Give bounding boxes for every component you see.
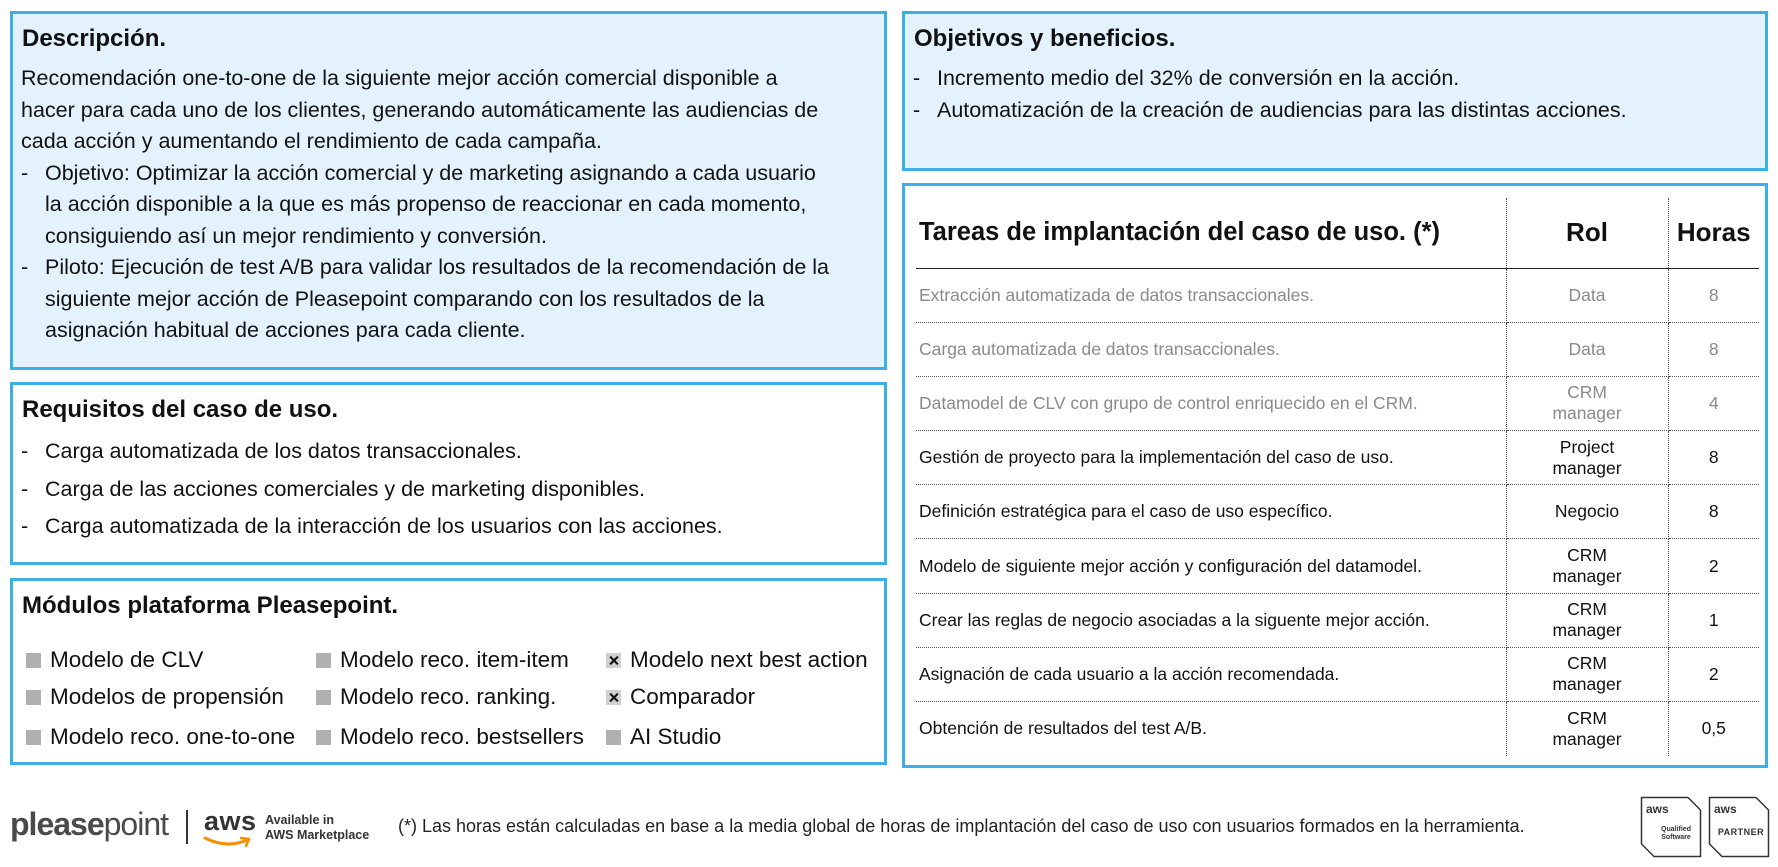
objetivo-item <box>913 95 1763 127</box>
tarea-task-cell: Carga automatizada de datos transaccionales. <box>916 322 1506 376</box>
tarea-role-cell <box>1506 431 1668 485</box>
modulo-item <box>26 683 284 711</box>
role-line: Data <box>1568 284 1606 305</box>
tarea-task-cell: Datamodel de CLV con grupo de control enriquecido en el CRM. <box>916 376 1506 430</box>
role-line: CRM <box>1567 545 1607 566</box>
requisitos-panel <box>10 382 887 565</box>
tarea-task-cell: Modelo de siguiente mejor acción y configuración del datamodel. <box>916 539 1506 593</box>
tarea-role-cell <box>1506 485 1668 539</box>
tarea-task-cell: Crear las reglas de negocio asociadas a la siguente mejor acción. <box>916 593 1506 647</box>
modulos-title: Módulos plataforma Pleasepoint. <box>22 592 399 619</box>
tarea-role-cell <box>1506 268 1668 322</box>
tarea-hours-cell: 8 <box>1668 322 1759 376</box>
module-checkbox <box>26 653 41 668</box>
descripcion-bullet-objetivo <box>21 158 881 253</box>
modulo-item <box>316 683 556 711</box>
tarea-task-cell: Definición estratégica para el caso de uso específico. <box>916 485 1506 539</box>
tareas-body <box>916 268 1759 756</box>
module-label: Modelo next best action <box>630 647 868 672</box>
tareas-panel <box>902 183 1768 768</box>
module-label: Modelo reco. bestsellers <box>340 724 584 749</box>
logo-regular-part: point <box>103 806 169 842</box>
aws-logo-text: aws <box>204 806 257 836</box>
role-line: Data <box>1568 338 1606 359</box>
aws-marketplace-label <box>265 813 369 843</box>
bullet-line: Piloto: Ejecución de test A/B para validar los resultados de la recomendación de la <box>45 255 830 279</box>
modulo-item <box>606 683 755 711</box>
descripcion-bullet-piloto <box>21 252 881 347</box>
footer-divider <box>186 810 188 844</box>
requisito-item <box>21 508 881 546</box>
module-checkbox <box>606 730 621 745</box>
module-label: Modelo reco. item-item <box>340 647 569 672</box>
aws-partner-badge <box>1708 796 1770 863</box>
requisito-text: Carga automatizada de la interacción de los usuarios con las acciones. <box>45 514 723 538</box>
tareas-header-row <box>916 198 1759 268</box>
bullet-dash: - <box>21 255 29 279</box>
available-line: AWS Marketplace <box>265 828 370 842</box>
tarea-row <box>916 702 1759 756</box>
badge-aws-text: aws <box>1646 802 1669 816</box>
module-checkbox <box>316 730 331 745</box>
tarea-row <box>916 376 1759 430</box>
tarea-hours-cell: 2 <box>1668 647 1759 701</box>
tarea-task-cell: Extracción automatizada de datos transaccionales. <box>916 268 1506 322</box>
modulo-item <box>606 723 721 751</box>
requisito-text: Carga de las acciones comerciales y de marketing disponibles. <box>45 476 645 501</box>
modulo-item <box>316 646 569 674</box>
tarea-hours-cell: 8 <box>1668 485 1759 539</box>
role-line: CRM <box>1567 599 1607 620</box>
module-checkbox <box>316 653 331 668</box>
aws-qualified-software-badge <box>1640 796 1702 863</box>
tarea-role-cell <box>1506 539 1668 593</box>
role-line: manager <box>1552 674 1622 695</box>
tareas-table <box>916 198 1759 756</box>
tarea-role-cell <box>1506 702 1668 756</box>
badge-aws-text: aws <box>1714 802 1737 816</box>
module-checkbox <box>316 690 331 705</box>
tarea-row <box>916 322 1759 376</box>
descripcion-body <box>21 63 881 347</box>
tarea-hours-cell: 4 <box>1668 376 1759 430</box>
bullet-dash: - <box>21 160 29 185</box>
role-line: manager <box>1552 620 1622 641</box>
module-label: Modelo reco. one-to-one <box>50 724 296 749</box>
objetivo-text: Automatización de la creación de audiencias para las distintas acciones. <box>937 97 1627 122</box>
role-line: CRM <box>1567 382 1607 403</box>
bullet-dash: - <box>21 476 29 501</box>
tarea-hours-cell: 1 <box>1668 593 1759 647</box>
badge-partner-text: PARTNER <box>1717 827 1765 837</box>
module-label: Modelos de propensión <box>50 684 284 709</box>
role-line: manager <box>1552 566 1622 587</box>
column-header-hours: Horas <box>1668 198 1759 268</box>
tarea-hours-cell: 0,5 <box>1701 718 1726 739</box>
badge-line: Software <box>1661 834 1691 841</box>
modulo-item <box>26 646 203 674</box>
tarea-role-cell <box>1506 376 1668 430</box>
descripcion-line: cada acción y aumentando el rendimiento de cada campaña. <box>21 129 602 153</box>
modulo-item <box>26 723 295 751</box>
module-checkbox <box>26 730 41 745</box>
objetivos-title: Objetivos y beneficios. <box>914 25 1176 52</box>
requisito-item <box>21 433 881 471</box>
modulo-item <box>606 646 868 674</box>
descripcion-line: hacer para cada uno de los clientes, generando automáticamente las audiencias de <box>21 97 819 122</box>
tarea-hours-cell: 8 <box>1668 268 1759 322</box>
bullet-dash: - <box>21 514 29 538</box>
tarea-row <box>916 268 1759 322</box>
bullet-line: Objetivo: Optimizar la acción comercial y de marketing asignando a cada usuario <box>45 160 816 185</box>
tarea-row <box>916 647 1759 701</box>
bullet-line: consiguiendo así un mejor rendimiento y conversión. <box>45 223 547 248</box>
bullet-dash: - <box>913 97 921 122</box>
module-checkbox-checked <box>606 653 621 668</box>
tarea-role-cell <box>1506 647 1668 701</box>
role-line: manager <box>1552 403 1622 424</box>
role-line: CRM <box>1567 653 1607 674</box>
module-label: AI Studio <box>630 724 722 749</box>
aws-smile-icon <box>203 836 255 848</box>
role-line: CRM <box>1567 707 1607 728</box>
objetivos-list <box>913 63 1763 126</box>
module-label: Modelo de CLV <box>50 647 204 672</box>
tarea-role-cell <box>1506 322 1668 376</box>
tarea-row <box>916 539 1759 593</box>
pleasepoint-logo <box>10 806 168 843</box>
requisito-text: Carga automatizada de los datos transaccionales. <box>45 439 522 463</box>
available-line: Available in <box>265 813 335 827</box>
objetivos-panel <box>902 11 1768 171</box>
bullet-line: asignación habitual de acciones para cada cliente. <box>45 318 526 342</box>
role-line: Negocio <box>1554 501 1620 522</box>
tarea-row <box>916 485 1759 539</box>
bullet-line: la acción disponible a la que es más propenso de reaccionar en cada momento, <box>45 192 807 216</box>
requisitos-list <box>21 433 881 546</box>
module-checkbox <box>26 690 41 705</box>
role-line: manager <box>1552 457 1622 478</box>
bullet-dash: - <box>913 66 921 90</box>
badge-qualified-text <box>1654 826 1698 842</box>
tarea-task-cell: Asignación de cada usuario a la acción recomendada. <box>916 647 1506 701</box>
tarea-task-cell: Obtención de resultados del test A/B. <box>916 702 1506 756</box>
tarea-role-cell <box>1506 593 1668 647</box>
objetivo-text: Incremento medio del 32% de conversión en la acción. <box>937 66 1460 90</box>
tarea-row <box>916 593 1759 647</box>
footnote: (*) Las horas están calculadas en base a la media global de horas de implantación del caso de uso con usuarios formados en la herramienta. <box>398 816 1525 836</box>
column-header-role: Rol <box>1506 198 1668 268</box>
logo-bold-part: please <box>10 806 104 842</box>
tarea-row <box>916 431 1759 485</box>
objetivo-item <box>913 63 1763 95</box>
descripcion-title: Descripción. <box>22 25 167 52</box>
requisitos-title: Requisitos del caso de uso. <box>22 396 339 423</box>
role-line: manager <box>1552 728 1622 749</box>
tarea-hours-cell: 2 <box>1668 539 1759 593</box>
role-line: Project <box>1559 436 1615 457</box>
module-checkbox-checked <box>606 690 621 705</box>
tarea-hours-cell: 8 <box>1668 431 1759 485</box>
module-label: Modelo reco. ranking. <box>340 684 557 709</box>
bullet-line: siguiente mejor acción de Pleasepoint comparando con los resultados de la <box>45 286 765 311</box>
badge-line: Qualified <box>1661 826 1691 833</box>
module-label: Comparador <box>630 684 756 709</box>
descripcion-line: Recomendación one-to-one de la siguiente mejor acción comercial disponible a <box>21 66 778 90</box>
modulos-panel <box>10 578 887 765</box>
modulo-item <box>316 723 584 751</box>
column-header-task: Tareas de implantación del caso de uso. (*) <box>916 198 1506 268</box>
descripcion-panel <box>10 11 887 370</box>
bullet-dash: - <box>21 439 29 463</box>
tarea-task-cell: Gestión de proyecto para la implementación del caso de uso. <box>916 431 1506 485</box>
requisito-item <box>21 471 881 509</box>
